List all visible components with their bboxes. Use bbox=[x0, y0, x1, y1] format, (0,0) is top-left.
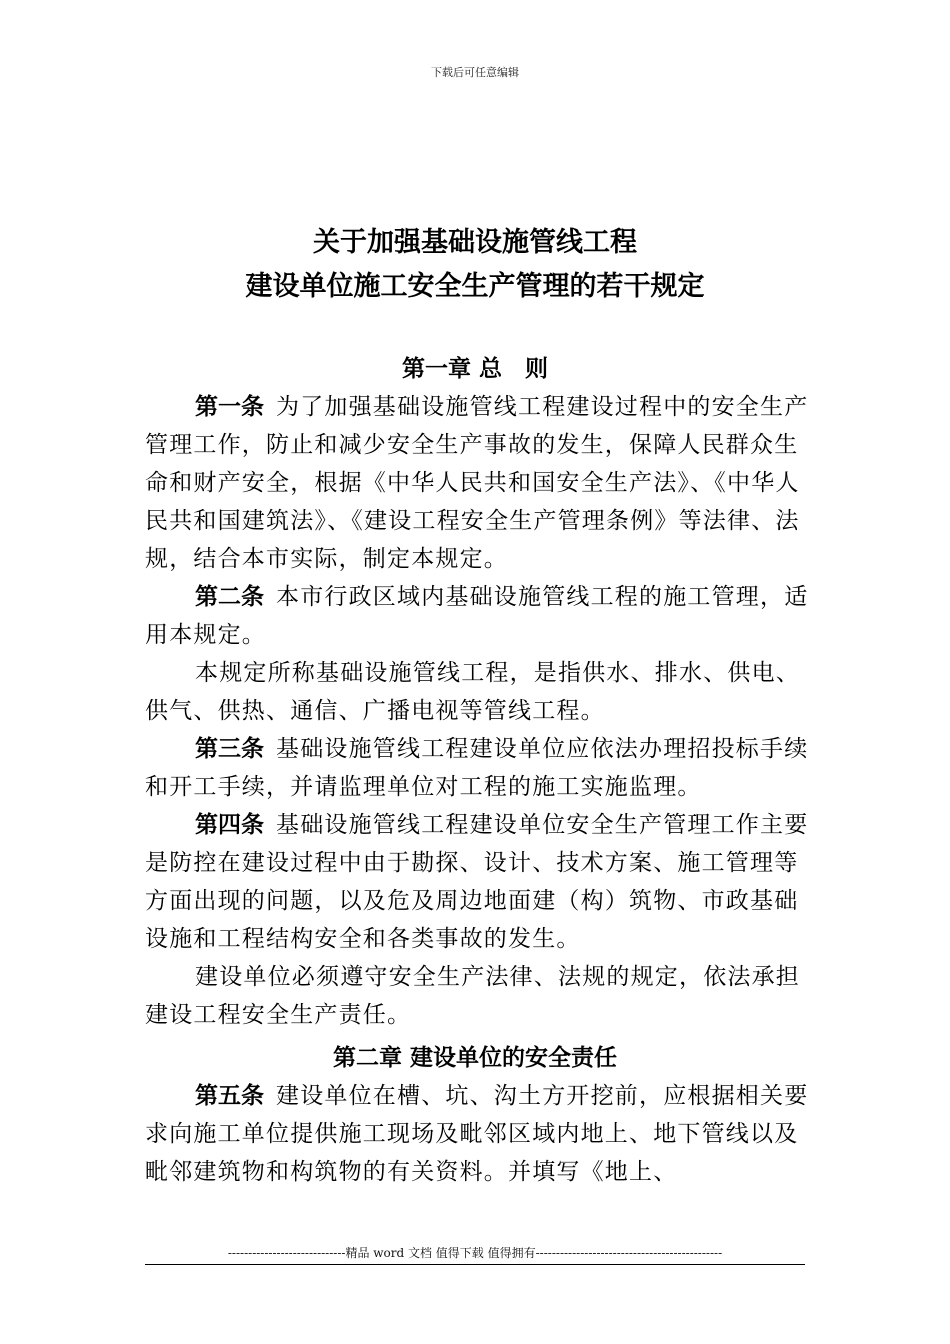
document-title-line-1: 关于加强基础设施管线工程 bbox=[313, 227, 637, 258]
article-2-paragraph-2: 本规定所称基础设施管线工程，是指供水、排水、供电、供气、供热、通信、广播电视等管线工程。 bbox=[145, 660, 800, 724]
article-label: 第五条 bbox=[195, 1083, 264, 1109]
article-1 bbox=[145, 388, 815, 578]
page-header: 下载后可任意编辑 bbox=[431, 66, 519, 79]
article-text: 基础设施管线工程建设单位安全生产管理工作主要是防控在建设过程中由于勘探、设计、技术方案、施工管理等方面出现的问题，以及危及周边地面建（构）筑物、市政基础设施和工程结构安全和各类事故的发生。 bbox=[145, 812, 809, 952]
document-title-line-2: 建设单位施工安全生产管理的若干规定 bbox=[245, 271, 705, 302]
article-5 bbox=[145, 1077, 815, 1191]
article-text: 建设单位在槽、坑、沟土方开挖前，应根据相关要求向施工单位提供施工现场及毗邻区域内地上、地下管线以及毗邻建筑物和构筑物的有关资料。并填写《地上、 bbox=[145, 1083, 809, 1185]
article-text: 本市行政区域内基础设施管线工程的施工管理，适用本规定。 bbox=[145, 584, 809, 648]
article-4 bbox=[145, 806, 815, 958]
article-2 bbox=[145, 578, 815, 654]
article-text: 为了加强基础设施管线工程建设过程中的安全生产管理工作，防止和减少安全生产事故的发生，保障人民群众生命和财产安全，根据《中华人民共和国安全生产法》、《中华人民共和国建筑法》、《建设工程安全生产管理条例》等法律、法规，结合本市实际，制定本规定。 bbox=[145, 394, 809, 572]
article-label: 第三条 bbox=[195, 736, 264, 762]
chapter-2-heading: 第二章 建设单位的安全责任 bbox=[332, 1045, 617, 1071]
footer-divider bbox=[145, 1264, 805, 1265]
article-label: 第二条 bbox=[195, 584, 264, 610]
article-label: 第四条 bbox=[195, 812, 264, 838]
article-label: 第一条 bbox=[195, 394, 264, 420]
article-3 bbox=[145, 730, 815, 806]
chapter-1-body bbox=[145, 388, 815, 1034]
chapter-2-body bbox=[145, 1077, 815, 1191]
article-4-paragraph-2: 建设单位必须遵守安全生产法律、法规的规定，依法承担建设工程安全生产责任。 bbox=[145, 964, 800, 1028]
page-footer: -----------------------------精品 word 文档 值得下载 值得拥有---------------------------------------------- bbox=[227, 1246, 723, 1260]
chapter-1-heading: 第一章 总 则 bbox=[401, 356, 548, 382]
article-text: 基础设施管线工程建设单位应依法办理招投标手续和开工手续，并请监理单位对工程的施工实施监理。 bbox=[145, 736, 809, 800]
